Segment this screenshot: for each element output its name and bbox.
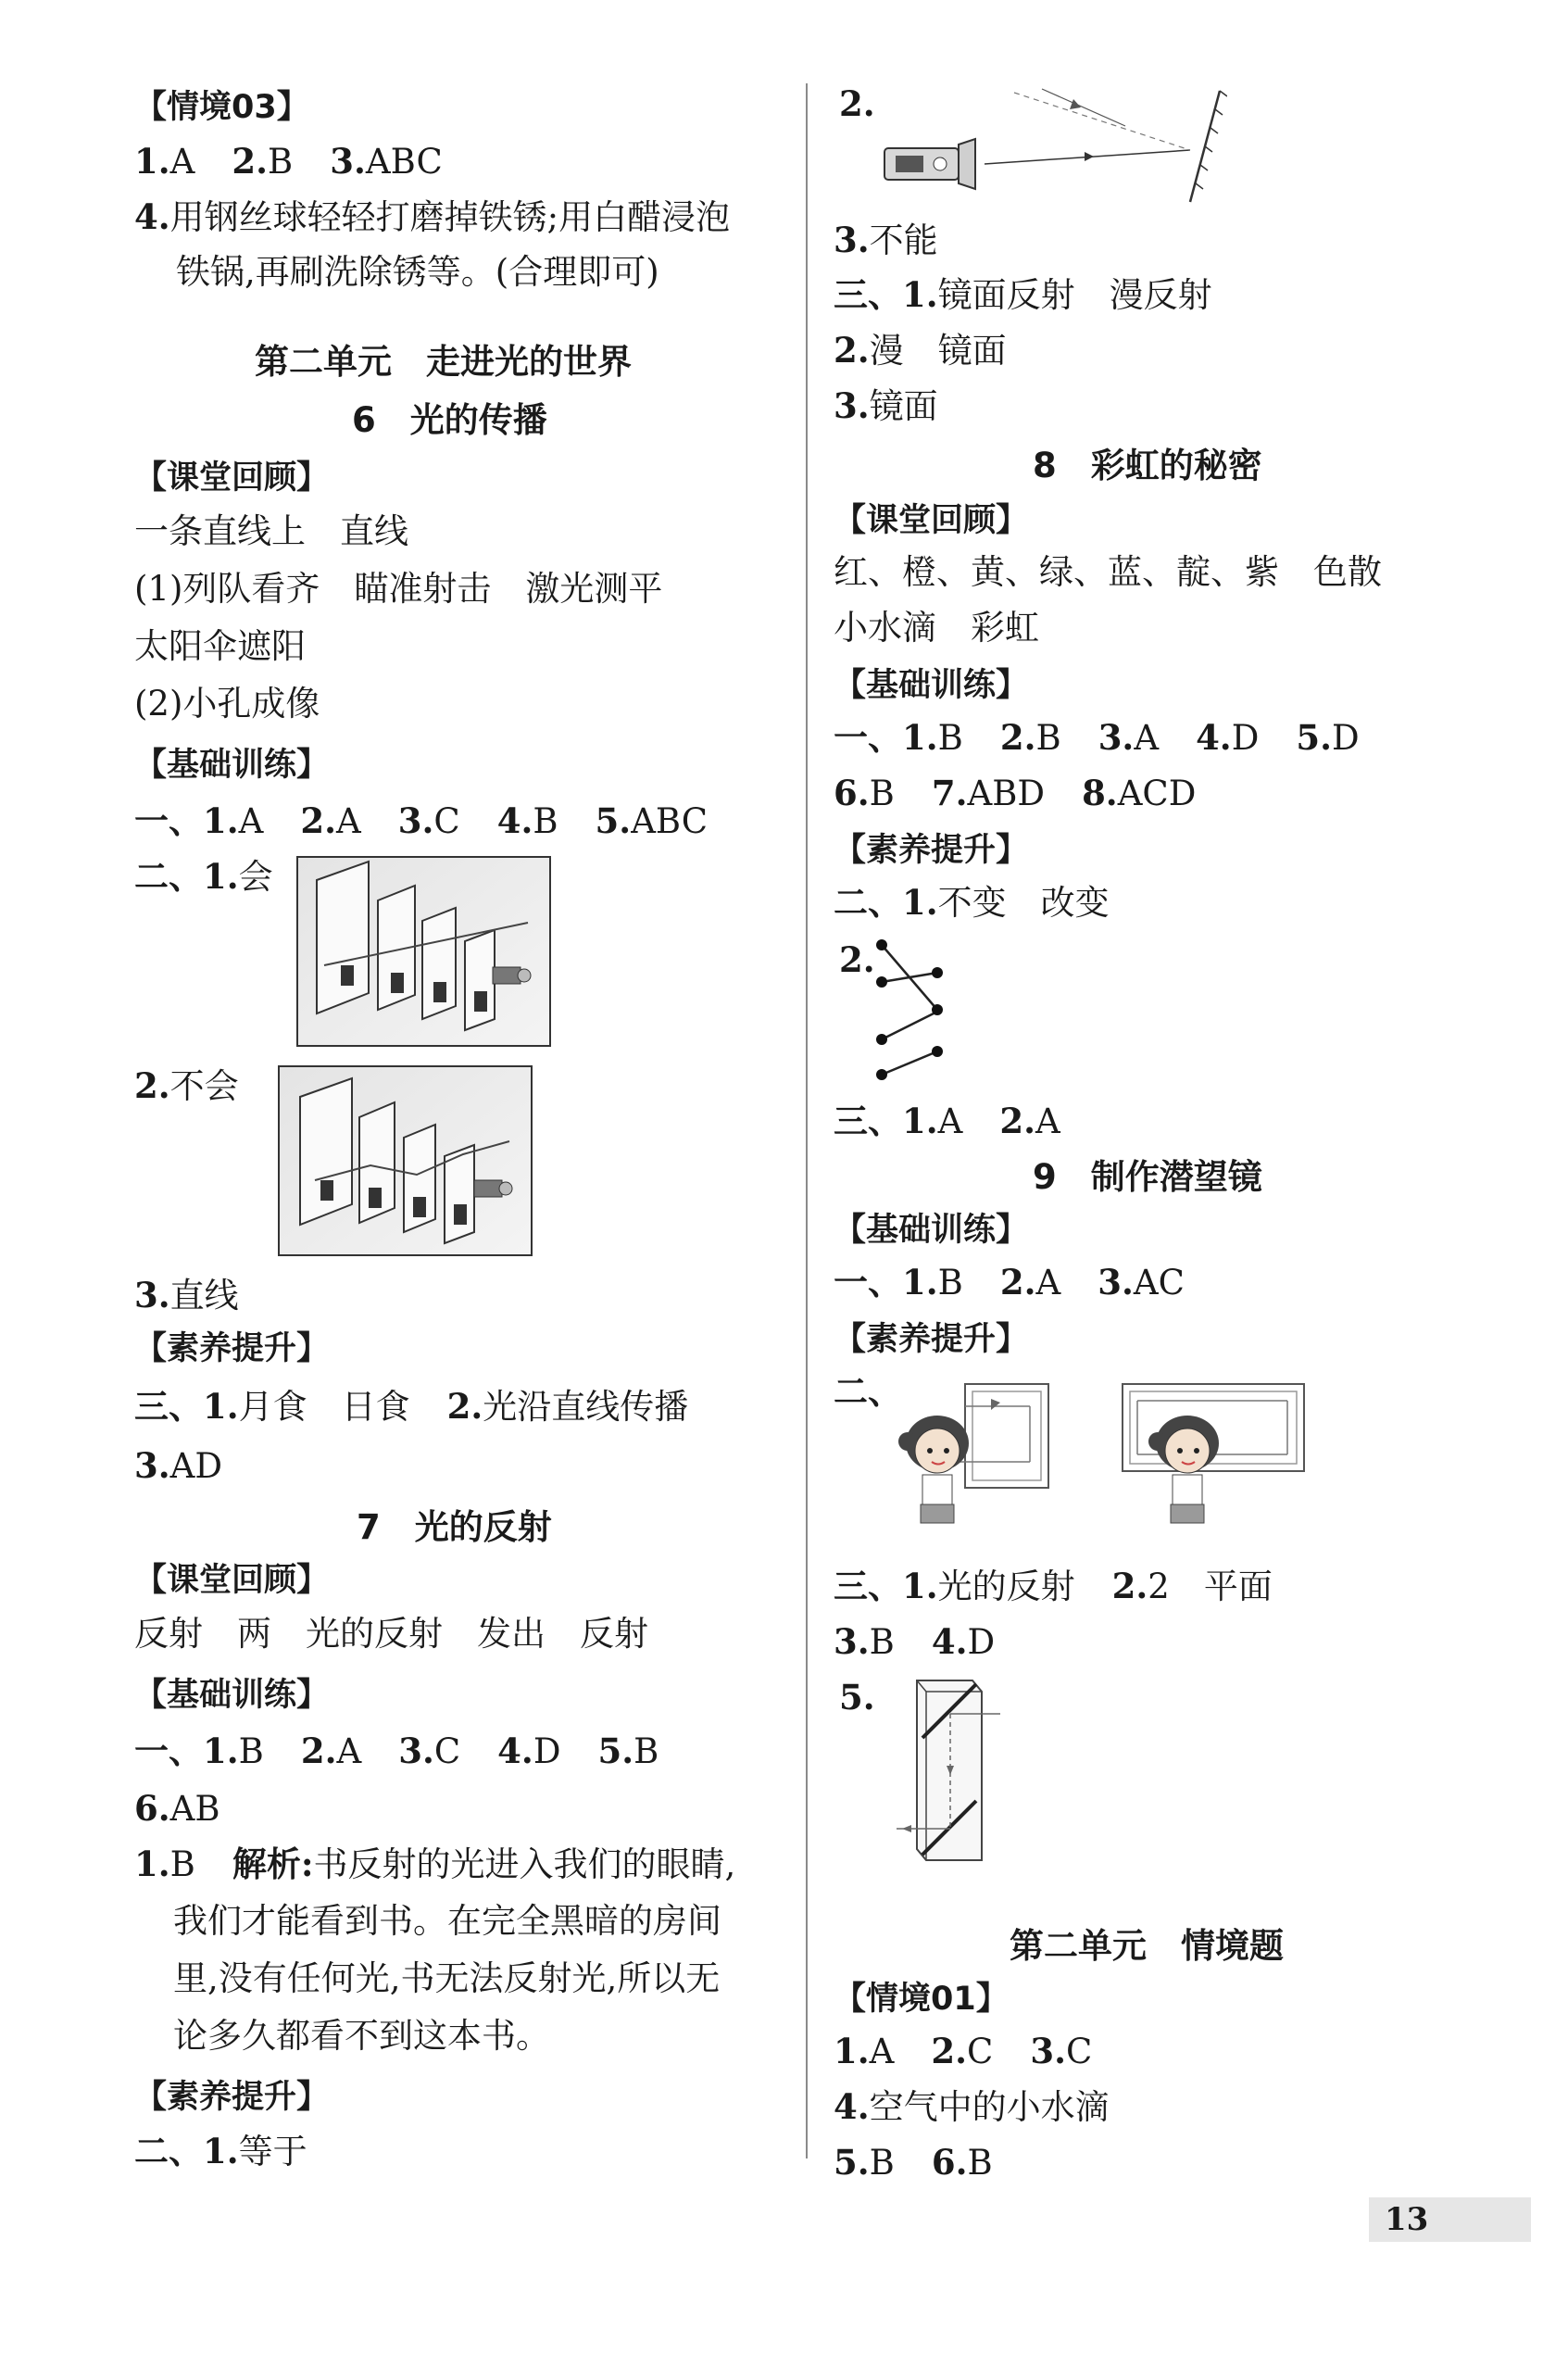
scene-03-tag: 【情境03】 (134, 89, 309, 126)
periscope-small (958, 1384, 1048, 1488)
scene-03-q4: 4.用钢丝球轻轻打磨掉铁锈;用白醋浸泡 (134, 196, 731, 237)
literacy9-q5-number: 5. (839, 1677, 875, 1718)
basic7-answers-2: 6.AB (134, 1788, 220, 1829)
part-three-q2: 2.漫 镜面 (834, 330, 1007, 371)
column-divider (806, 83, 808, 2158)
girl-figure-right (1148, 1416, 1219, 1523)
part-three-q3: 3.镜面 (834, 385, 938, 426)
periscope-girl-figures (891, 1378, 1308, 1538)
review7-line-1: 反射 两 光的反射 发出 反射 (134, 1614, 648, 1654)
analysis-line-2: 我们才能看到书。在完全黑暗的房间 (173, 1901, 721, 1941)
literacy-tag: 【素养提升】 (134, 1330, 330, 1367)
basic-training-tag: 【基础训练】 (134, 747, 330, 784)
periscope-tube-figure (889, 1673, 1010, 1868)
review-line-2: (1)列队看齐 瞄准射击 激光测平 (134, 569, 663, 609)
flashlight-reflection-figure (875, 83, 1227, 208)
review-tag: 【课堂回顾】 (134, 459, 330, 497)
literacy9-answers-2: 3.B 4.D (834, 1621, 996, 1662)
unit2-scene-title: 第二单元 情境题 (1010, 1926, 1284, 1966)
scene-01-answers-1: 1.A 2.C 3.C (834, 2031, 1093, 2071)
review8-line-2: 小水滴 彩虹 (834, 608, 1039, 648)
basic8-answers-1: 一、1.B 2.B 3.A 4.D 5.D (834, 717, 1360, 758)
analysis-line-4: 论多久都看不到这本书。 (173, 2016, 550, 2056)
section-8-title: 8 彩虹的秘密 (1033, 446, 1262, 485)
review-line-1: 一条直线上 直线 (134, 511, 408, 551)
analysis-line-3: 里,没有任何光,书无法反射光,所以无 (173, 1958, 721, 1998)
scene-03-answers: 1.A 2.B 3.ABC (134, 141, 443, 182)
scene-03-q4-cont: 铁锅,再刷洗除锈等。(合理即可) (176, 252, 659, 292)
literacy7-tag: 【素养提升】 (134, 2079, 330, 2116)
unit2-title: 第二单元 走进光的世界 (255, 342, 632, 382)
review8-tag: 【课堂回顾】 (834, 502, 1029, 539)
page-number: 13 (1385, 2201, 1429, 2238)
review-line-4: (2)小孔成像 (134, 684, 320, 724)
reflection-q2-number: 2. (839, 83, 875, 124)
misaligned-cards-figure (278, 1065, 533, 1256)
matching-lines-figure (872, 936, 956, 1084)
literacy9-part-two: 二、 (834, 1371, 902, 1412)
part-two-q1: 二、1.会 (134, 856, 273, 897)
literacy8-answers-1: 二、1.不变 改变 (834, 882, 1110, 923)
review8-line-1: 红、橙、黄、绿、蓝、靛、紫 色散 (834, 552, 1382, 592)
section-6-title: 6 光的传播 (352, 400, 547, 440)
scene-01-tag: 【情境01】 (834, 1981, 1009, 2018)
basic8-answers-2: 6.B 7.ABD 8.ACD (834, 773, 1197, 813)
basic7-answers-1: 一、1.B 2.A 3.C 4.D 5.B (134, 1730, 659, 1771)
literacy-answers-2: 3.AD (134, 1445, 223, 1486)
literacy8-part-three: 三、1.A 2.A (834, 1101, 1060, 1141)
part-two-q3: 3.直线 (134, 1275, 239, 1315)
scene-01-answers-2: 5.B 6.B (834, 2142, 993, 2183)
basic-answers-1: 一、1.A 2.A 3.C 4.B 5.ABC (134, 800, 709, 841)
review7-tag: 【课堂回顾】 (134, 1562, 330, 1599)
reflection-q3: 3.不能 (834, 220, 938, 260)
part-three-q1: 三、1.镜面反射 漫反射 (834, 274, 1212, 315)
aligned-cards-figure (296, 856, 551, 1047)
literacy8-q2-number: 2. (839, 939, 875, 980)
analysis-line-1: 1.B 解析:书反射的光进入我们的眼睛, (134, 1844, 736, 1884)
scene-01-q4: 4.空气中的小水滴 (834, 2086, 1110, 2127)
review-line-3: 太阳伞遮阳 (134, 626, 306, 666)
literacy8-tag: 【素养提升】 (834, 832, 1029, 869)
section-7-title: 7 光的反射 (357, 1507, 552, 1547)
basic9-answers-1: 一、1.B 2.A 3.AC (834, 1262, 1185, 1303)
section-9-title: 9 制作潜望镜 (1033, 1157, 1262, 1197)
part-two-q2: 2.不会 (134, 1065, 239, 1106)
basic8-tag: 【基础训练】 (834, 667, 1029, 704)
literacy9-tag: 【素养提升】 (834, 1321, 1029, 1358)
literacy9-part-three: 三、1.光的反射 2.2 平面 (834, 1566, 1273, 1606)
literacy7-answers-1: 二、1.等于 (134, 2131, 307, 2171)
literacy-answers-1: 三、1.月食 日食 2.光沿直线传播 (134, 1386, 689, 1427)
basic7-tag: 【基础训练】 (134, 1677, 330, 1714)
girl-figure-left (898, 1416, 969, 1523)
basic9-tag: 【基础训练】 (834, 1212, 1029, 1249)
